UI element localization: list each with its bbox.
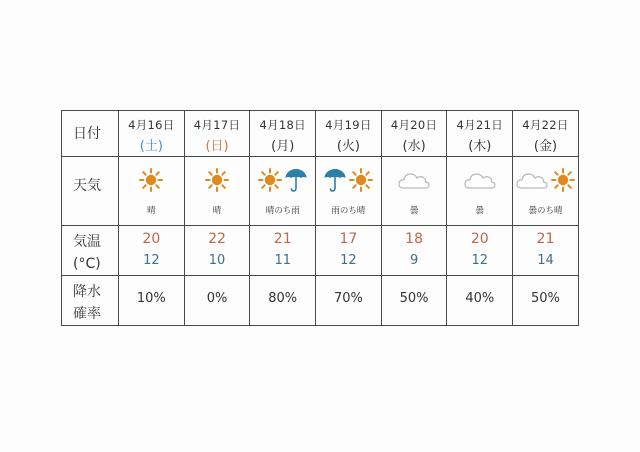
sun-icon [258,168,282,192]
sun-icon [205,168,229,192]
temperature-label: 気温 [73,234,101,250]
temperature-row-header [62,226,119,276]
low-temp: 12 [340,253,357,268]
date-text: 4月22日 [522,118,569,132]
weather-text: 曇 [409,206,419,216]
weather-cell [119,157,185,226]
sun-icon [139,168,163,192]
weather-label: 天気 [73,178,101,194]
precipitation-cell [513,276,579,326]
weather-cell [316,157,382,226]
temperature-cell [381,226,447,276]
day-of-week: (木) [468,139,492,154]
umbrella-icon [284,167,308,193]
date-cell [381,111,447,157]
date-cell [316,111,382,157]
low-temp: 14 [537,253,554,268]
weather-cell [381,157,447,226]
day-of-week: (日) [205,139,229,154]
high-temp: 20 [470,231,489,247]
low-temp: 9 [409,253,419,268]
weather-cell [513,157,579,226]
date-text: 4月19日 [325,118,372,132]
date-text: 4月21日 [456,118,503,132]
day-of-week: (土) [139,139,163,154]
date-text: 4月20日 [390,118,438,132]
high-temp: 21 [273,231,292,247]
temperature-cell [119,226,185,276]
day-of-week: (月) [271,139,295,154]
low-temp: 12 [471,253,489,268]
temperature-cell [184,226,250,276]
precipitation-value: 80% [268,291,298,306]
date-text: 4月16日 [128,118,175,132]
precipitation-row [62,276,579,326]
weather-cell [250,157,316,226]
umbrella-icon [323,167,347,193]
weather-icons [185,160,250,200]
day-of-week: (火) [336,139,360,154]
precipitation-cell [184,276,250,326]
date-row [62,111,579,157]
date-row-header [62,111,119,157]
cloud-icon [397,169,431,191]
precipitation-cell [316,276,382,326]
probability-label: 確率 [73,306,101,322]
date-cell [250,111,316,157]
sun-icon [551,168,575,192]
weather-icons [513,160,578,200]
precipitation-value: 10% [136,291,166,306]
temperature-unit-label: (°C) [73,256,101,272]
precipitation-cell [381,276,447,326]
precipitation-value: 70% [333,291,363,306]
high-temp: 22 [208,231,226,247]
date-text: 4月18日 [259,118,306,132]
date-cell [447,111,513,157]
day-of-week: (水) [402,139,426,154]
low-temp: 12 [143,253,160,268]
day-of-week: (金) [533,139,558,154]
low-temp: 11 [274,253,291,268]
date-cell [513,111,579,157]
temperature-cell [250,226,316,276]
sun-icon [349,168,373,192]
weather-text: 曇のち晴 [528,206,563,216]
precipitation-value: 50% [531,291,560,306]
high-temp: 17 [339,231,358,247]
temperature-row [62,226,579,276]
cloud-icon [463,169,497,191]
precipitation-cell [447,276,513,326]
weather-text: 晴のち雨 [265,206,300,216]
weather-cell [447,157,513,226]
precipitation-value: 50% [399,291,429,306]
weather-icons [447,160,512,200]
precipitation-value: 40% [465,291,495,306]
cloud-icon [515,169,549,191]
weather-text: 雨のち晴 [331,206,366,216]
precipitation-label: 降水 [73,284,101,300]
weather-icons [250,160,315,200]
date-cell [184,111,250,157]
precipitation-value: 0% [206,291,228,306]
date-label: 日付 [73,126,101,142]
date-cell [119,111,185,157]
weather-icons [316,160,381,200]
precipitation-row-header [62,276,119,326]
weather-row-header [62,157,119,226]
high-temp: 21 [536,231,555,247]
high-temp: 20 [142,231,161,247]
weather-text: 晴 [212,206,222,216]
weather-icons [119,160,184,200]
weather-icons [382,160,447,200]
precipitation-cell [250,276,316,326]
temperature-cell [447,226,513,276]
temperature-cell [316,226,382,276]
precipitation-cell [119,276,185,326]
date-text: 4月17日 [193,118,241,132]
weather-row [62,157,579,226]
weather-text: 曇 [475,206,485,216]
temperature-cell [513,226,579,276]
weekly-forecast-table [61,110,579,326]
weather-cell [184,157,250,226]
weather-text: 晴 [147,206,156,216]
low-temp: 10 [208,253,226,268]
high-temp: 18 [405,231,423,247]
